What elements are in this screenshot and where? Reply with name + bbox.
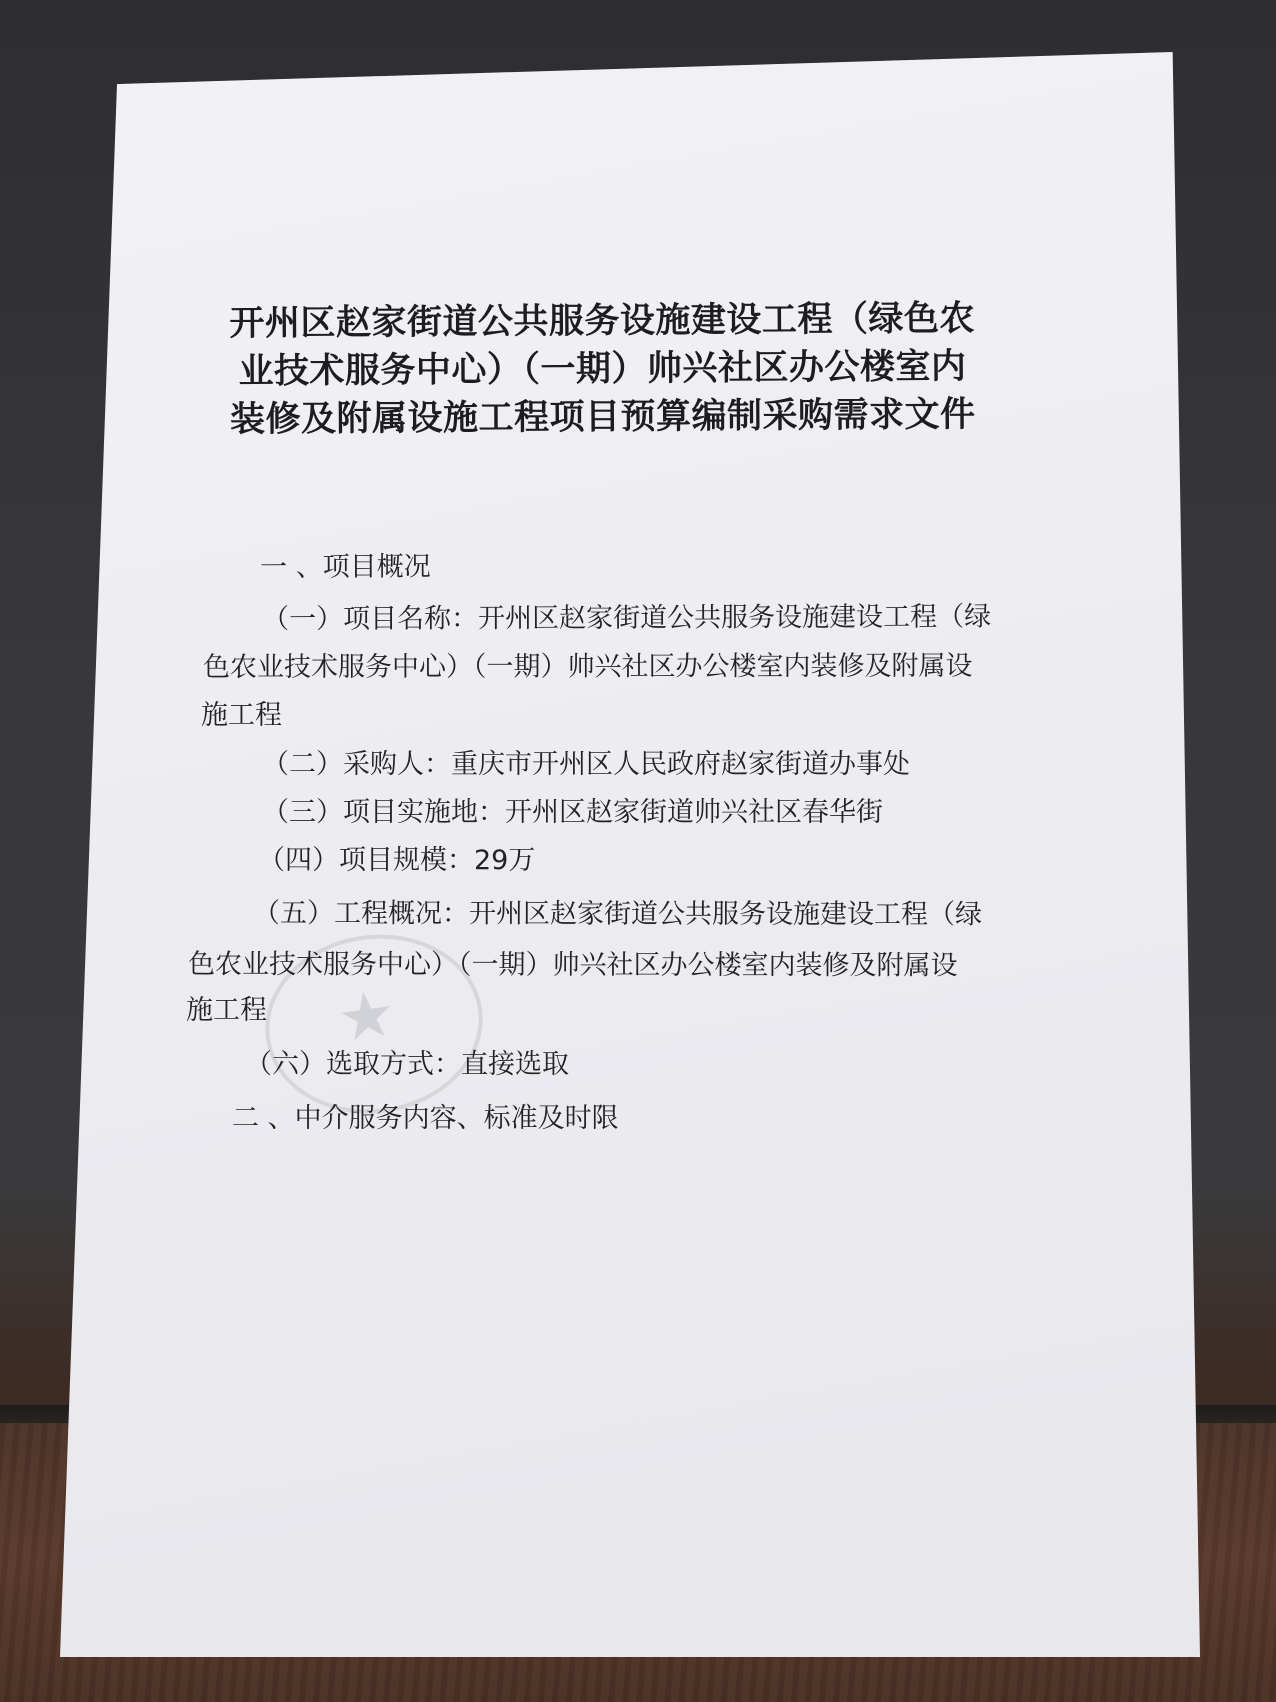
item-location: （三）项目实施地：开州区赵家街道帅兴社区春华街 [262,797,883,828]
item-selection-method: （六）选取方式：直接选取 [245,1049,569,1080]
seal-star-icon: ★ [333,976,401,1058]
item-project-name-cont-1: 色农业技术服务中心）（一期）帅兴社区办公楼室内装修及附属设 [203,650,973,683]
section-heading-1: 一 、项目概况 [260,551,431,583]
item-scale: （四）项目规模：29万 [258,845,536,876]
item-overview: （五）工程概况：开州区赵家街道公共服务设施建设工程（绿 [252,898,982,931]
paper-sheet [60,52,1200,1657]
item-project-name: （一）项目名称：开州区赵家街道公共服务设施建设工程（绿 [262,601,992,635]
item-overview-cont-2: 施工程 [186,995,267,1026]
item-overview-cont-1: 色农业技术服务中心）（一期）帅兴社区办公楼室内装修及附属设 [187,949,958,982]
item-project-name-cont-2: 施工程 [201,700,282,731]
section-heading-2: 二 、中介服务内容、标准及时限 [232,1103,619,1134]
item-purchaser: （二）采购人：重庆市开州区人民政府赵家街道办事处 [262,749,910,780]
document-title: 开州区赵家街道公共服务设施建设工程（绿色农业技术服务中心）（一期）帅兴社区办公楼室内装修及附属设施工程项目预算编制采购需求文件 [229,298,976,440]
